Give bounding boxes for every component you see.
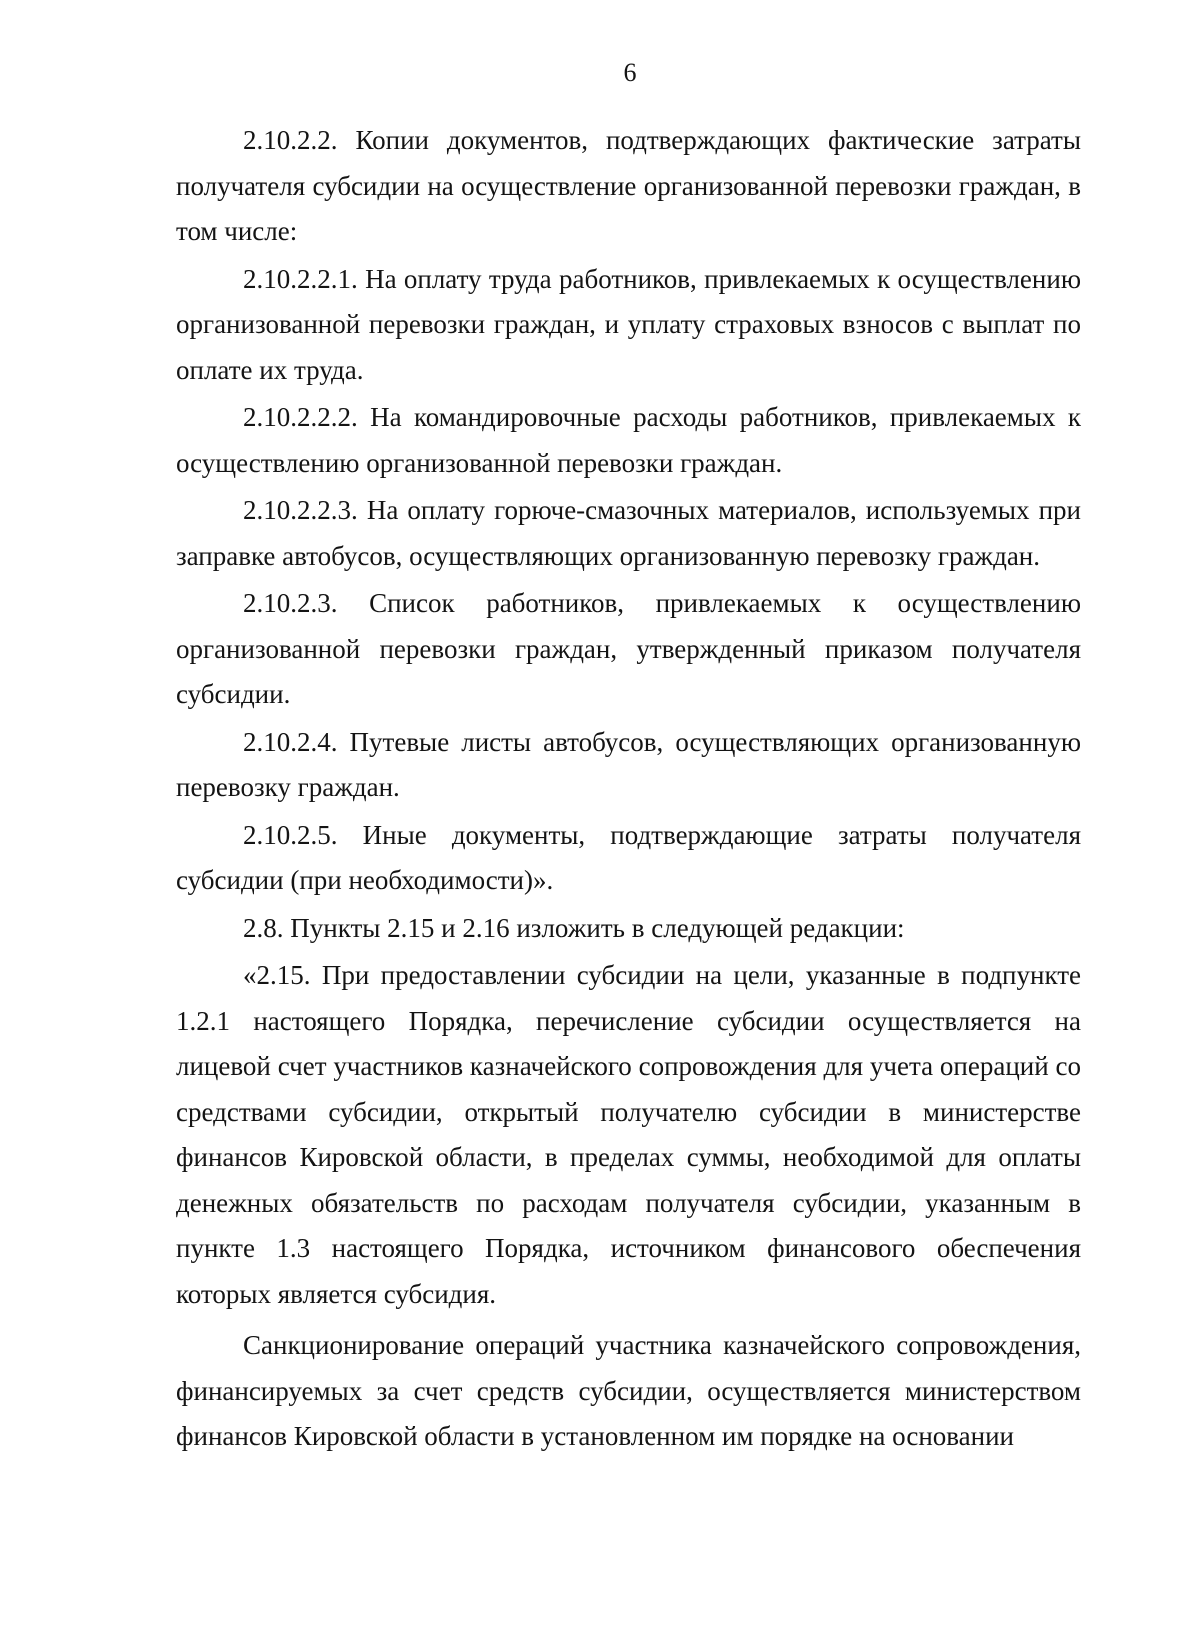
paragraph-2-10-2-3: 2.10.2.3. Список работников, привлекаемых к осуществлению организованной перевозки граждан, утвержденный приказом получателя субсидии. [176,588,1081,709]
paragraph-2-10-2-2-3: 2.10.2.2.3. На оплату горюче-смазочных материалов, используемых при заправке автобусов, осуществляющих организованную перевозку граждан. [176,495,1081,571]
document-body [176,118,1081,1462]
paragraph-2-8: 2.8. Пункты 2.15 и 2.16 изложить в следующей редакции: [243,912,905,943]
paragraph-2-10-2-2-2: 2.10.2.2.2. На командировочные расходы работников, привлекаемых к осуществлению организованной перевозки граждан. [176,402,1081,478]
page-number: 6 [623,58,637,87]
paragraph-2-10-2-5: 2.10.2.5. Иные документы, подтверждающие затраты получателя субсидии (при необходимости)». [176,819,1081,895]
paragraph-2-10-2-4: 2.10.2.4. Путевые листы автобусов, осуществляющих организованную перевозку граждан. [176,726,1081,802]
paragraph-sanctioning: Санкционирование операций участника казначейского сопровождения, финансируемых за счет средств субсидии, осуществляется министерством финансов Кировской области в установленном им порядке на основании [176,1330,1081,1451]
paragraph-2-15: «2.15. При предоставлении субсидии на цели, указанные в подпункте 1.2.1 настоящего Порядка, перечисление субсидии осуществляется на лицевой счет участников казначейского сопровождения для учета операций со средствами субсидии, открытый получателю субсидии в министерстве финансов Кировской области, в пределах суммы, необходимой для оплаты денежных обязательств по расходам получателя субсидии, указанным в пункте 1.3 настоящего Порядка, источником финансового обеспечения которых является субсидия. [176,960,1081,1309]
paragraph-2-10-2-2: 2.10.2.2. Копии документов, подтверждающих фактические затраты получателя субсидии на осуществление организованной перевозки граждан, в том числе: [176,125,1081,246]
paragraph-2-10-2-2-1: 2.10.2.2.1. На оплату труда работников, привлекаемых к осуществлению организованной перевозки граждан, и уплату страховых взносов с выплат по оплате их труда. [176,263,1081,385]
